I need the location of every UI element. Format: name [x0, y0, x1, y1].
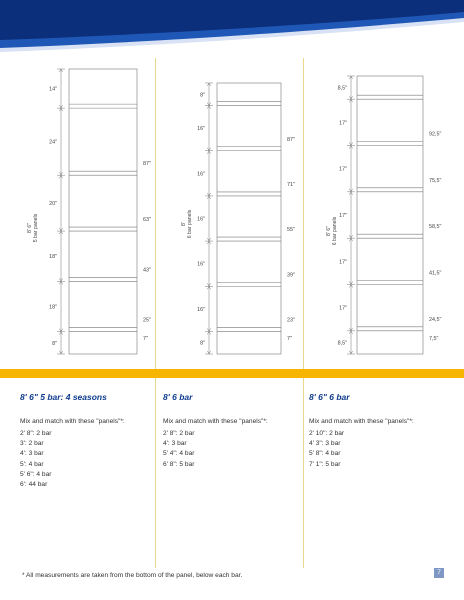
list-item: 4': 3 bar: [163, 440, 187, 448]
spacing-label: 17": [339, 166, 347, 173]
bar-height-label: 92,5": [429, 131, 442, 138]
list-item: 7' 1": 5 bar: [309, 460, 341, 468]
column-title: 8' 6" 6 bar: [309, 392, 350, 402]
panel-total-label: 8': [181, 222, 187, 226]
bar-height-label: 43": [143, 267, 151, 274]
spacing-label: 17": [339, 120, 347, 127]
list-item: 2' 8": 2 bar: [163, 430, 195, 437]
spacing-label: 8": [52, 340, 57, 347]
bar-height-label: 7,5": [429, 336, 439, 342]
footnote: * All measurements are taken from the bottom of the panel, below each bar.: [22, 572, 243, 579]
spacing-label: 16": [197, 306, 205, 313]
panel-diagram: [326, 76, 441, 354]
column-title: 8' 6" 5 bar: 4 seasons: [20, 392, 107, 402]
panel-total-label: 8' 6": [326, 225, 332, 237]
spacing-label: 16": [197, 261, 205, 268]
panel-outline: [357, 76, 423, 354]
bar-height-label: 24,5": [429, 316, 442, 323]
list-item: 5' 6": 4 bar: [20, 470, 52, 478]
column-intro: Mix and match with these "panels"*:: [20, 418, 125, 425]
bar-height-label: 87": [287, 136, 295, 143]
panel-list: [309, 429, 449, 470]
bar-height-label: 87": [143, 161, 151, 168]
bar-height-label: 41,5": [429, 270, 442, 277]
spacing-label: 18": [49, 254, 57, 261]
info-column-2: [163, 392, 303, 470]
panel-list: [20, 429, 160, 490]
panel-type-label: 6 bar panels: [187, 209, 193, 239]
spacing-label: 16": [197, 126, 205, 133]
list-item: 5': 4 bar: [20, 460, 44, 468]
spacing-label: 14": [49, 86, 57, 93]
list-item: 2' 8": 2 bar: [20, 430, 52, 437]
panel-list: [163, 429, 303, 470]
spacing-label: 17": [339, 305, 347, 312]
list-item: 6' 8": 5 bar: [163, 460, 195, 468]
bar-height-label: 25": [143, 317, 151, 324]
panel-type-label: 5 bar panels: [33, 213, 39, 243]
spacing-label: 8,5": [337, 85, 347, 92]
spacing-label: 24": [49, 139, 57, 146]
info-column-3: [309, 392, 449, 470]
list-item: 6': 44 bar: [20, 481, 48, 489]
info-column-1: [20, 392, 160, 490]
column-title: 8' 6 bar: [163, 392, 193, 402]
bar-height-label: 7": [143, 336, 148, 342]
spacing-label: 17": [339, 259, 347, 266]
spacing-label: 8,5": [337, 340, 347, 347]
panel-diagram: [27, 69, 151, 354]
bar-height-label: 7": [287, 336, 292, 342]
bar-height-label: 75,5": [429, 177, 442, 184]
spacing-label: 16": [197, 171, 205, 178]
panel-outline: [69, 69, 137, 354]
spacing-label: 20": [49, 201, 57, 208]
column-intro: Mix and match with these "panels"*:: [163, 418, 268, 425]
bar-height-label: 23": [287, 317, 295, 324]
bar-height-label: 58,5": [429, 224, 442, 231]
panel-total-label: 8' 6": [27, 222, 33, 234]
panel-diagram: [181, 83, 295, 354]
list-item: 4' 3": 3 bar: [309, 440, 341, 448]
spacing-label: 8": [200, 340, 205, 347]
list-item: 4': 3 bar: [20, 450, 44, 458]
spacing-label: 8": [200, 92, 205, 99]
bar-height-label: 55": [287, 227, 295, 234]
list-item: 5' 8": 4 bar: [309, 450, 341, 458]
bar-height-label: 71": [287, 181, 295, 188]
column-intro: Mix and match with these "panels"*:: [309, 418, 414, 425]
panel-type-label: 6 bar panels: [332, 216, 338, 246]
page-number-badge: 7: [434, 568, 444, 578]
list-item: 5' 4": 4 bar: [163, 450, 195, 458]
list-item: 3': 2 bar: [20, 440, 44, 448]
spacing-label: 16": [197, 216, 205, 223]
bar-height-label: 39": [287, 272, 295, 279]
bar-height-label: 63": [143, 217, 151, 224]
spacing-label: 17": [339, 213, 347, 219]
list-item: 2' 10": 2 bar: [309, 430, 345, 437]
accent-bar: [0, 369, 464, 378]
panel-outline: [217, 83, 281, 354]
spacing-label: 18": [49, 304, 57, 311]
